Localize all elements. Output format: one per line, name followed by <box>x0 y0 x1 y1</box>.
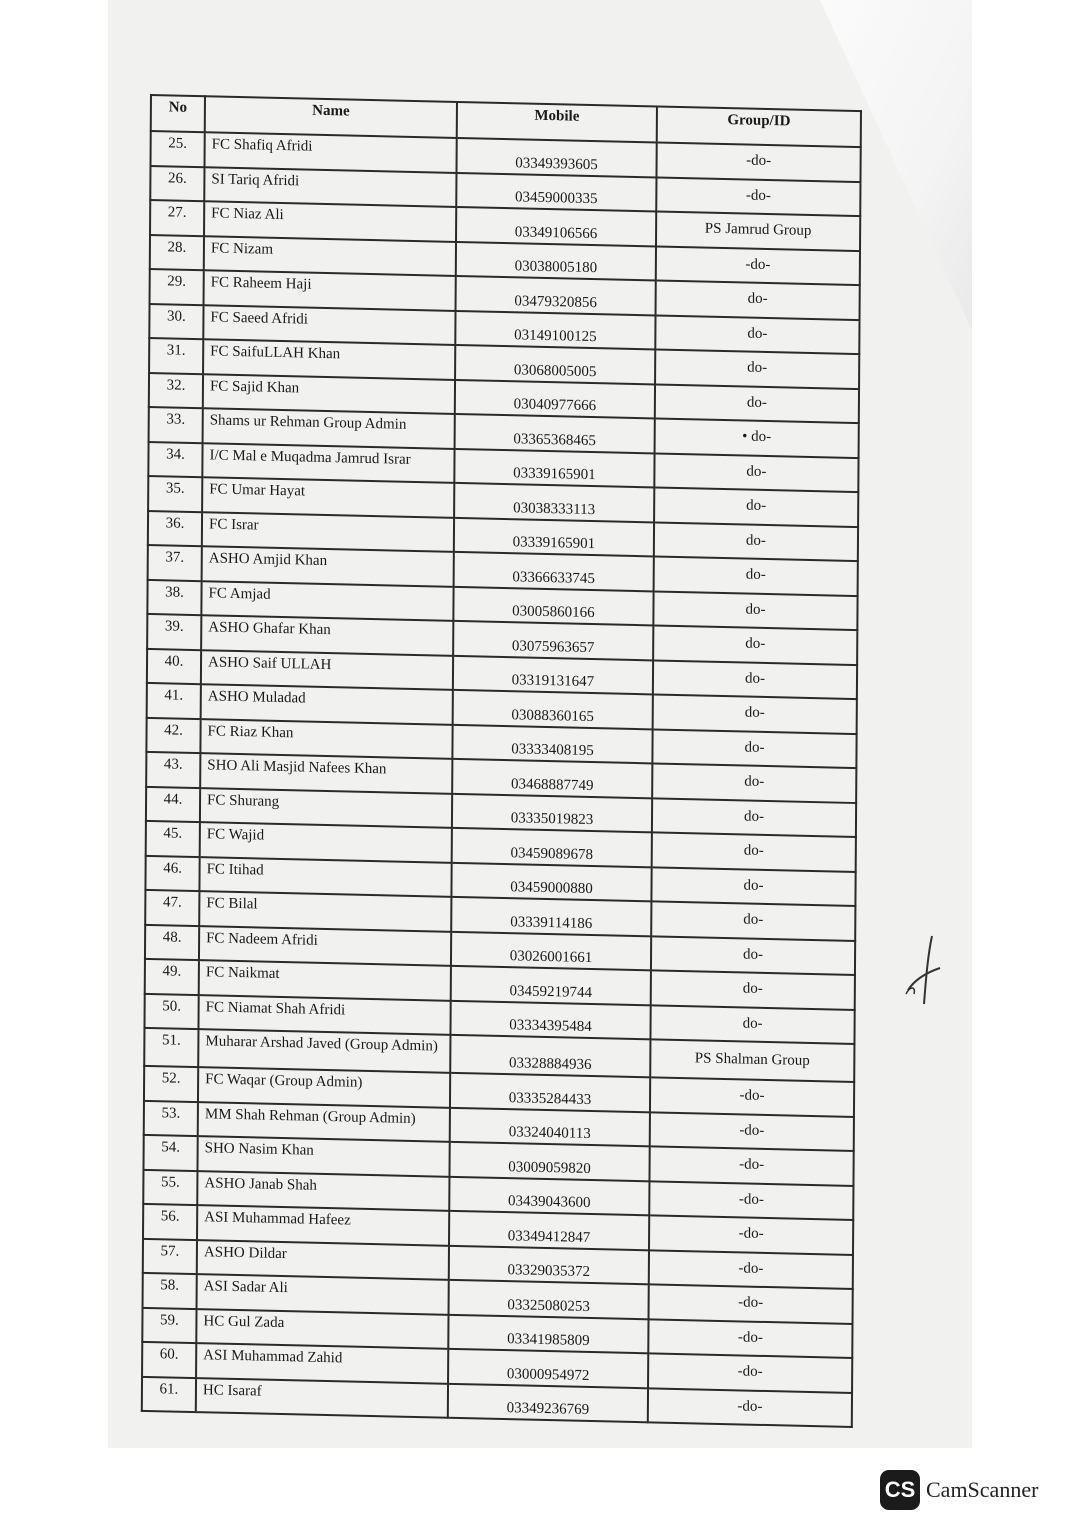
row-group: do- <box>652 763 856 802</box>
row-group: do- <box>653 591 857 630</box>
row-name: ASI Sadar Ali <box>197 1274 449 1314</box>
row-name: FC Waqar (Group Admin) <box>198 1067 450 1107</box>
row-number: 52. <box>144 1066 198 1102</box>
row-name: ASHO Amjid Khan <box>202 546 454 586</box>
row-mobile: 03040977666 <box>455 379 655 418</box>
row-number: 29. <box>150 269 204 305</box>
row-number: 39. <box>147 614 201 650</box>
row-mobile: 03439043600 <box>449 1176 649 1215</box>
row-mobile: 03459000335 <box>456 172 656 211</box>
camscanner-watermark <box>880 1470 1038 1510</box>
row-name: ASHO Ghafar Khan <box>201 615 453 655</box>
row-name: I/C Mal e Muqadma Jamrud Israr <box>202 443 454 483</box>
row-mobile: 03068005005 <box>455 345 655 384</box>
row-mobile: 03459089678 <box>452 828 652 867</box>
row-mobile: 03341985809 <box>448 1314 648 1353</box>
row-name: FC Umar Hayat <box>202 477 454 517</box>
row-name: SHO Ali Masjid Nafees Khan <box>200 753 452 793</box>
row-number: 37. <box>148 545 202 581</box>
header-name: Name <box>205 96 457 138</box>
row-mobile: 03334395484 <box>450 1000 650 1039</box>
row-mobile: 03459219744 <box>451 966 651 1005</box>
row-mobile: 03000954972 <box>448 1349 648 1388</box>
row-mobile: 03333408195 <box>452 724 652 763</box>
row-group: PS Jamrud Group <box>656 211 860 250</box>
row-name: FC SaifuLLAH Khan <box>203 339 455 379</box>
row-group: -do- <box>649 1215 853 1254</box>
row-mobile: 03335019823 <box>452 793 652 832</box>
row-number: 58. <box>143 1273 197 1309</box>
row-mobile: 03038333113 <box>454 483 654 522</box>
row-number: 50. <box>144 993 198 1029</box>
row-number: 31. <box>149 338 203 374</box>
row-name: FC Riaz Khan <box>200 719 452 759</box>
row-number: 26. <box>150 166 204 202</box>
row-number: 40. <box>147 648 201 684</box>
row-group: -do- <box>648 1388 852 1427</box>
row-name: FC Nadeem Afridi <box>199 926 451 966</box>
row-group: -do- <box>648 1319 852 1358</box>
row-mobile: 03319131647 <box>453 655 653 694</box>
row-number: 42. <box>146 717 200 753</box>
row-name: Muharar Arshad Javed (Group Admin) <box>198 1029 450 1073</box>
row-group: -do- <box>649 1284 853 1323</box>
row-name: FC Shafiq Afridi <box>204 132 456 172</box>
row-mobile: 03366633745 <box>454 552 654 591</box>
row-name: Shams ur Rehman Group Admin <box>203 408 455 448</box>
row-number: 30. <box>149 303 203 339</box>
contact-table <box>141 94 862 1428</box>
row-number: 44. <box>146 786 200 822</box>
row-number: 51. <box>144 1028 198 1067</box>
row-group: -do- <box>656 177 860 216</box>
header-no: No <box>151 95 205 132</box>
row-mobile: 03349412847 <box>449 1211 649 1250</box>
row-group: do- <box>652 798 856 837</box>
row-mobile: 03325080253 <box>449 1280 649 1319</box>
row-number: 35. <box>148 476 202 512</box>
row-group: PS Shalman Group <box>650 1039 854 1082</box>
row-name: ASHO Janab Shah <box>197 1171 449 1211</box>
row-number: 28. <box>150 235 204 271</box>
row-number: 61. <box>142 1376 196 1412</box>
row-mobile: 03324040113 <box>450 1107 650 1146</box>
row-group: do- <box>652 729 856 768</box>
row-group: do- <box>651 901 855 940</box>
row-mobile: 03005860166 <box>453 586 653 625</box>
row-group: -do- <box>648 1353 852 1392</box>
row-number: 47. <box>145 890 199 926</box>
row-mobile: 03038005180 <box>456 241 656 280</box>
header-group: Group/ID <box>657 107 861 148</box>
row-name: ASHO Dildar <box>197 1240 449 1280</box>
row-group: • do- <box>655 418 859 457</box>
row-mobile: 03479320856 <box>456 276 656 315</box>
row-group: do- <box>653 625 857 664</box>
row-group: do- <box>655 315 859 354</box>
row-group: do- <box>653 660 857 699</box>
row-name: MM Shah Rehman (Group Admin) <box>198 1102 450 1142</box>
row-group: do- <box>653 694 857 733</box>
row-group: do- <box>654 487 858 526</box>
row-number: 38. <box>147 579 201 615</box>
row-group: do- <box>652 832 856 871</box>
row-name: SI Tariq Afridi <box>204 167 456 207</box>
row-mobile: 03328884936 <box>450 1035 650 1078</box>
row-group: do- <box>654 522 858 561</box>
row-name: ASHO Muladad <box>201 684 453 724</box>
row-name: FC Itihad <box>199 857 451 897</box>
row-number: 27. <box>150 200 204 236</box>
row-group: do- <box>656 280 860 319</box>
row-number: 48. <box>145 924 199 960</box>
row-mobile: 03468887749 <box>452 759 652 798</box>
row-number: 46. <box>145 855 199 891</box>
row-mobile: 03459000880 <box>451 862 651 901</box>
row-number: 25. <box>151 131 205 167</box>
row-number: 54. <box>143 1135 197 1171</box>
row-mobile: 03026001661 <box>451 931 651 970</box>
row-group: -do- <box>649 1146 853 1185</box>
camscanner-label: CamScanner <box>926 1477 1039 1502</box>
row-name: FC Niaz Ali <box>204 201 456 241</box>
row-name: FC Wajid <box>200 822 452 862</box>
row-group: do- <box>655 384 859 423</box>
row-mobile: 03339165901 <box>454 517 654 556</box>
row-mobile: 03335284433 <box>450 1073 650 1112</box>
row-name: FC Naikmat <box>199 960 451 1000</box>
row-name: HC Gul Zada <box>196 1309 448 1349</box>
row-group: do- <box>654 556 858 595</box>
row-group: do- <box>655 349 859 388</box>
row-name: FC Shurang <box>200 788 452 828</box>
row-name: FC Israr <box>202 512 454 552</box>
row-group: -do- <box>649 1181 853 1220</box>
camscanner-logo-icon: CS <box>880 1470 920 1510</box>
header-mobile: Mobile <box>457 102 657 143</box>
row-group: do- <box>651 936 855 975</box>
row-name: FC Nizam <box>204 236 456 276</box>
row-mobile: 03075963657 <box>453 621 653 660</box>
row-mobile: 03009059820 <box>449 1142 649 1181</box>
row-mobile: 03339114186 <box>451 897 651 936</box>
row-number: 32. <box>149 372 203 408</box>
row-group: do- <box>651 970 855 1009</box>
row-name: ASHO Saif ULLAH <box>201 650 453 690</box>
row-mobile: 03149100125 <box>455 310 655 349</box>
row-name: HC Isaraf <box>196 1378 448 1418</box>
row-number: 36. <box>148 510 202 546</box>
row-number: 45. <box>146 821 200 857</box>
row-name: SHO Nasim Khan <box>197 1136 449 1176</box>
row-group: do- <box>651 867 855 906</box>
row-number: 59. <box>142 1307 196 1343</box>
row-group: -do- <box>650 1077 854 1116</box>
row-mobile: 03329035372 <box>449 1245 649 1284</box>
row-name: ASI Muhammad Zahid <box>196 1343 448 1383</box>
row-mobile: 03349393605 <box>456 138 656 177</box>
row-name: FC Saeed Afridi <box>203 305 455 345</box>
row-number: 53. <box>144 1100 198 1136</box>
row-name: FC Amjad <box>201 581 453 621</box>
row-mobile: 03339165901 <box>454 448 654 487</box>
row-number: 49. <box>145 959 199 995</box>
row-number: 43. <box>146 752 200 788</box>
row-group: do- <box>654 453 858 492</box>
row-group: -do- <box>649 1250 853 1289</box>
row-mobile: 03349236769 <box>448 1383 648 1422</box>
row-name: FC Sajid Khan <box>203 374 455 414</box>
row-mobile: 03349106566 <box>456 207 656 246</box>
row-name: FC Bilal <box>199 891 451 931</box>
row-group: -do- <box>650 1112 854 1151</box>
row-name: FC Raheem Haji <box>204 270 456 310</box>
row-group: -do- <box>656 246 860 285</box>
row-number: 56. <box>143 1204 197 1240</box>
row-number: 57. <box>143 1238 197 1274</box>
row-group: -do- <box>656 142 860 181</box>
row-number: 60. <box>142 1342 196 1378</box>
row-number: 34. <box>148 441 202 477</box>
row-number: 55. <box>143 1169 197 1205</box>
row-name: FC Niamat Shah Afridi <box>198 995 450 1035</box>
handwritten-mark <box>902 934 942 1006</box>
row-mobile: 03365368465 <box>455 414 655 453</box>
row-name: ASI Muhammad Hafeez <box>197 1205 449 1245</box>
row-number: 33. <box>149 407 203 443</box>
row-group: do- <box>650 1005 854 1044</box>
row-number: 41. <box>147 683 201 719</box>
row-mobile: 03088360165 <box>453 690 653 729</box>
